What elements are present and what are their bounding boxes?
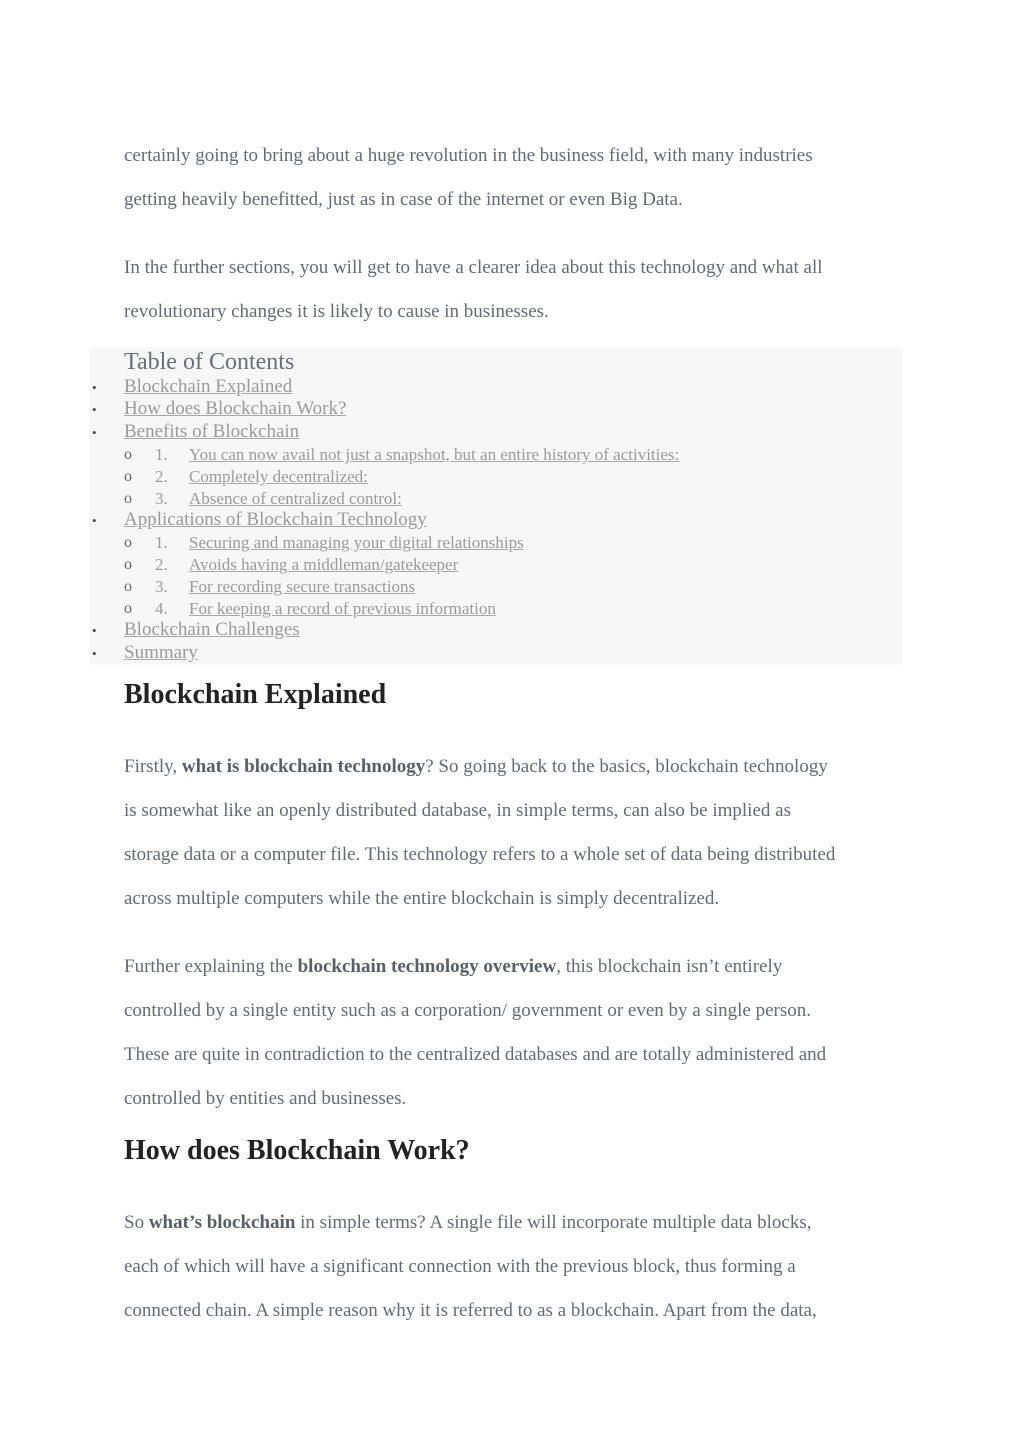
section1-p2-line-1 <box>124 955 782 979</box>
toc-bullet: • <box>92 646 97 661</box>
text-run: So <box>124 1212 149 1233</box>
toc-sub-label: For recording secure transactions <box>189 577 416 596</box>
intro-p2-line-2: revolutionary changes it is likely to cause in businesses. <box>124 301 549 322</box>
toc-sub-number: 1. <box>155 445 168 464</box>
toc-title: Table of Contents <box>124 349 295 375</box>
section1-p2-line-4: controlled by entities and businesses. <box>124 1088 407 1109</box>
section2-p1-line-3: connected chain. A simple reason why it is referred to as a blockchain. Apart from the data, <box>124 1300 817 1321</box>
toc-sub-label: Securing and managing your digital relationships <box>189 533 524 552</box>
toc-sub-bullet: o <box>124 446 132 463</box>
section1-p1-line-4: across multiple computers while the entire blockchain is simply decentralized. <box>124 888 720 909</box>
toc-sub-label: Completely decentralized: <box>189 467 368 486</box>
section1-p2-line-3: These are quite in contradiction to the centralized databases and are totally administered and <box>124 1044 827 1065</box>
bold-term: what’s blockchain <box>148 1212 296 1233</box>
toc-sub-number: 1. <box>155 533 168 552</box>
section-heading-blockchain-explained: Blockchain Explained <box>124 679 387 710</box>
toc-bullet: • <box>92 380 97 395</box>
section-heading-how-does-blockchain-work: How does Blockchain Work? <box>124 1135 470 1166</box>
toc-link-benefits-of-blockchain[interactable]: Benefits of Blockchain <box>124 421 300 442</box>
section1-p1-line-3: storage data or a computer file. This technology refers to a whole set of data being distributed <box>124 844 836 865</box>
toc-bullet: • <box>92 513 97 528</box>
toc-sub-label: Avoids having a middleman/gatekeeper <box>189 555 459 574</box>
toc-sub-number: 3. <box>155 489 168 508</box>
toc-link-application-digital-relationships[interactable] <box>155 532 524 554</box>
intro-p1-line-2: getting heavily benefitted, just as in case of the internet or even Big Data. <box>124 189 683 210</box>
section1-p2-line-2: controlled by a single entity such as a corporation/ government or even by a single person. <box>124 1000 811 1021</box>
text-run: Further explaining the <box>124 956 298 977</box>
text-run: , this blockchain isn’t entirely <box>556 956 783 977</box>
toc-sub-label: For keeping a record of previous information <box>189 599 496 618</box>
section1-p1-line-2: is somewhat like an openly distributed database, in simple terms, can also be implied as <box>124 800 791 821</box>
toc-link-applications-of-blockchain[interactable]: Applications of Blockchain Technology <box>124 509 427 530</box>
bold-term: blockchain technology overview <box>297 956 557 977</box>
toc-link-benefit-no-central-control[interactable] <box>155 488 402 510</box>
toc-sub-bullet: o <box>124 534 132 551</box>
toc-link-application-secure-transactions[interactable] <box>155 576 415 598</box>
text-run: ? So going back to the basics, blockchain technology <box>425 756 828 777</box>
toc-sub-bullet: o <box>124 600 132 617</box>
toc-sub-number: 4. <box>155 599 168 618</box>
section2-p1-line-1 <box>124 1211 811 1235</box>
toc-sub-bullet: o <box>124 578 132 595</box>
toc-bullet: • <box>92 425 97 440</box>
toc-sub-bullet: o <box>124 468 132 485</box>
section1-p1-line-1 <box>124 755 828 779</box>
toc-link-application-record-keeping[interactable] <box>155 598 496 620</box>
toc-sub-number: 2. <box>155 555 168 574</box>
toc-sub-label: Absence of centralized control: <box>189 489 402 508</box>
toc-sub-number: 3. <box>155 577 168 596</box>
toc-sub-number: 2. <box>155 467 168 486</box>
intro-p2-line-1: In the further sections, you will get to have a clearer idea about this technology and what all <box>124 257 823 278</box>
toc-link-blockchain-challenges[interactable]: Blockchain Challenges <box>124 619 300 640</box>
section2-p1-line-2: each of which will have a significant connection with the previous block, thus forming a <box>124 1256 796 1277</box>
toc-link-application-middleman[interactable] <box>155 554 458 576</box>
text-run: Firstly, <box>124 756 182 777</box>
toc-bullet: • <box>92 402 97 417</box>
toc-link-benefit-decentralized[interactable] <box>155 466 368 488</box>
toc-link-benefit-history[interactable] <box>155 444 679 466</box>
toc-bullet: • <box>92 623 97 638</box>
toc-link-how-does-blockchain-work[interactable]: How does Blockchain Work? <box>124 398 347 419</box>
toc-sub-bullet: o <box>124 490 132 507</box>
toc-link-blockchain-explained[interactable]: Blockchain Explained <box>124 376 293 397</box>
toc-sub-bullet: o <box>124 556 132 573</box>
bold-term: what is blockchain technology <box>181 756 426 777</box>
toc-link-summary[interactable]: Summary <box>124 642 198 663</box>
text-run: in simple terms? A single file will incorporate multiple data blocks, <box>295 1212 812 1233</box>
toc-sub-label: You can now avail not just a snapshot, but an entire history of activities: <box>189 445 680 464</box>
intro-p1-line-1: certainly going to bring about a huge revolution in the business field, with many industries <box>124 145 813 166</box>
